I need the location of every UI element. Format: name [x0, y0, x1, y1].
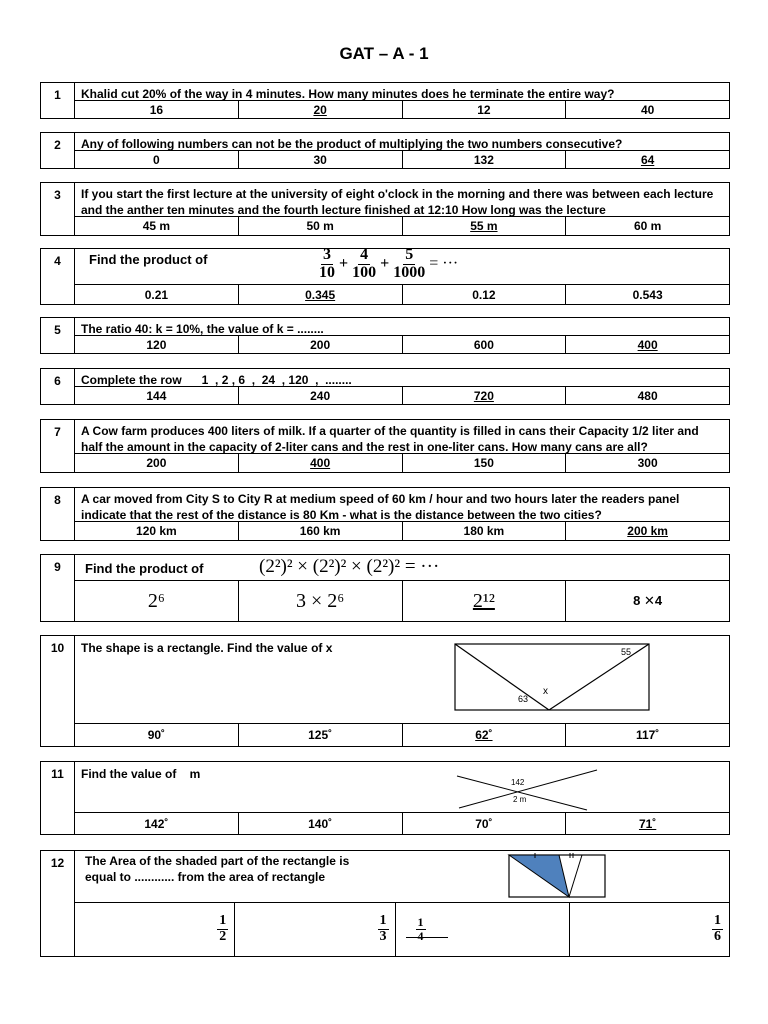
question-number: 9	[41, 555, 75, 621]
intersecting-lines-diagram	[455, 766, 605, 812]
option-d[interactable]: 480	[565, 387, 729, 404]
option-b[interactable]: 20	[238, 101, 402, 118]
option-d[interactable]: 71˚	[565, 813, 729, 834]
option-c[interactable]: 55 m	[402, 217, 566, 235]
question-12	[40, 850, 730, 957]
option-d[interactable]: 40	[565, 101, 729, 118]
question-text: If you start the first lecture at the university of eight o'clock in the morning and there was between each lecture and the anther ten minutes and the fourth lecture finished at 12:10 How long was the lecture	[81, 187, 714, 217]
option-c[interactable]: 600	[402, 336, 566, 353]
question-2	[40, 132, 730, 169]
shaded-rectangle-diagram	[507, 853, 607, 899]
question-text: The ratio 40: k = 10%, the value of k = ........	[81, 322, 324, 336]
question-text: Find the value of m	[81, 767, 201, 781]
option-b[interactable]: 240	[238, 387, 402, 404]
option-a[interactable]: 142˚	[144, 816, 169, 831]
question-number: 3	[41, 183, 75, 235]
rectangle-diagram	[453, 642, 653, 714]
option-a[interactable]: 200	[146, 456, 167, 470]
option-b[interactable]: 3 × 2⁶	[238, 581, 402, 621]
question-number: 12	[41, 851, 75, 956]
option-c[interactable]: 720	[402, 387, 566, 404]
question-number: 10	[41, 636, 75, 746]
variable-label: x	[543, 686, 548, 697]
question-text: Any of following numbers can not be the product of multiplying the two numbers consecutive?	[81, 137, 623, 151]
question-number: 6	[41, 369, 75, 404]
question-4	[40, 248, 730, 305]
question-10	[40, 635, 730, 747]
question-6	[40, 368, 730, 405]
option-a[interactable]: $\frac{1}{2}$	[219, 913, 227, 944]
option-c[interactable]: $\frac{1}{4}$	[395, 903, 569, 956]
option-b[interactable]: 30	[238, 151, 402, 168]
option-d[interactable]: 117˚	[565, 724, 729, 746]
strike-line	[406, 937, 448, 938]
option-d[interactable]: 64	[565, 151, 729, 168]
page-title: GAT – A - 1	[339, 44, 429, 63]
angle-label: 142	[511, 778, 525, 787]
question-number: 7	[41, 420, 75, 472]
option-d[interactable]: 200 km	[565, 522, 729, 540]
question-5	[40, 317, 730, 354]
question-1	[40, 82, 730, 119]
question-9	[40, 554, 730, 622]
option-a[interactable]: 45 m	[142, 219, 171, 233]
option-a[interactable]: 120	[146, 337, 167, 352]
question-11	[40, 761, 730, 835]
option-a[interactable]: 90˚	[147, 728, 166, 742]
option-b[interactable]: 400	[238, 454, 402, 472]
angle-label: 55	[621, 647, 632, 657]
question-text: A car moved from City S to City R at medium speed of 60 km / hour and two hours later the readers panel indicate that the rest of the distance is 80 Km - what is the distance between the two cities?	[81, 492, 680, 522]
question-number: 8	[41, 488, 75, 540]
option-b[interactable]: 50 m	[238, 217, 402, 235]
fraction: $\frac{3}{10}$	[319, 246, 335, 281]
option-d[interactable]: 8 ✕4	[565, 581, 729, 621]
option-b[interactable]: 200	[238, 336, 402, 353]
option-d[interactable]: 0.543	[565, 285, 729, 304]
angle-label: 2 m	[513, 795, 527, 804]
option-c[interactable]: 12	[402, 101, 566, 118]
sum-expression: $\frac{3}{10}$ + $\frac{4}{100}$ + $\frac{5}{1000}$ = ···	[319, 246, 459, 281]
option-c[interactable]: 62˚	[402, 724, 566, 746]
question-text: The shape is a rectangle. Find the value of x	[81, 641, 333, 655]
option-b[interactable]: 125˚	[238, 724, 402, 746]
option-c[interactable]: 70˚	[402, 813, 566, 834]
question-number: 1	[41, 83, 75, 118]
option-b[interactable]: 0.345	[238, 285, 402, 304]
option-b[interactable]: 160 km	[238, 522, 402, 540]
question-7	[40, 419, 730, 473]
question-text: A Cow farm produces 400 liters of milk. If a quarter of the quantity is filled in cans their Capacity 1/2 liter and half the amount in the capacity of 2-liter cans and the rest in one-liter cans. How many cans are all?	[81, 424, 699, 454]
option-a[interactable]: 16	[149, 102, 164, 117]
option-d[interactable]: 300	[565, 454, 729, 472]
option-d[interactable]: $\frac{1}{6}$	[569, 903, 729, 956]
question-number: 4	[41, 249, 75, 304]
angle-label: 63	[518, 694, 529, 704]
question-number: 5	[41, 318, 75, 353]
option-b[interactable]: $\frac{1}{3}$	[234, 903, 394, 956]
question-number: 11	[41, 762, 75, 834]
option-a[interactable]: 0.21	[144, 287, 169, 302]
question-number: 2	[41, 133, 75, 168]
option-c[interactable]: 150	[402, 454, 566, 472]
fraction: $\frac{5}{1000}$	[393, 246, 426, 281]
question-text: Find the product of	[89, 252, 208, 267]
option-b[interactable]: 140˚	[238, 813, 402, 834]
question-text: The Area of the shaded part of the rectangle is equal to ............ from the area of rectangle	[85, 854, 350, 884]
power-expression: (2²)² × (2²)² × (2²)² = ···	[259, 556, 440, 577]
option-c[interactable]: 0.12	[402, 285, 566, 304]
question-8	[40, 487, 730, 541]
option-d[interactable]: 400	[565, 336, 729, 353]
option-a[interactable]: 2⁶	[147, 589, 165, 612]
option-c[interactable]: 2¹²	[402, 581, 566, 621]
question-text: Khalid cut 20% of the way in 4 minutes. How many minutes does he terminate the entire way?	[81, 87, 615, 101]
question-text: Complete the row 1 , 2 , 6 , 24 , 120 , ........	[81, 373, 352, 387]
option-c[interactable]: 132	[402, 151, 566, 168]
fraction: $\frac{4}{100}$	[352, 246, 377, 281]
option-d[interactable]: 60 m	[565, 217, 729, 235]
option-a[interactable]: 0	[153, 152, 160, 167]
option-a[interactable]: 144	[146, 388, 167, 403]
question-text: Find the product of	[85, 561, 204, 576]
option-a[interactable]: 120 km	[136, 524, 177, 538]
question-3	[40, 182, 730, 236]
option-c[interactable]: 180 km	[402, 522, 566, 540]
